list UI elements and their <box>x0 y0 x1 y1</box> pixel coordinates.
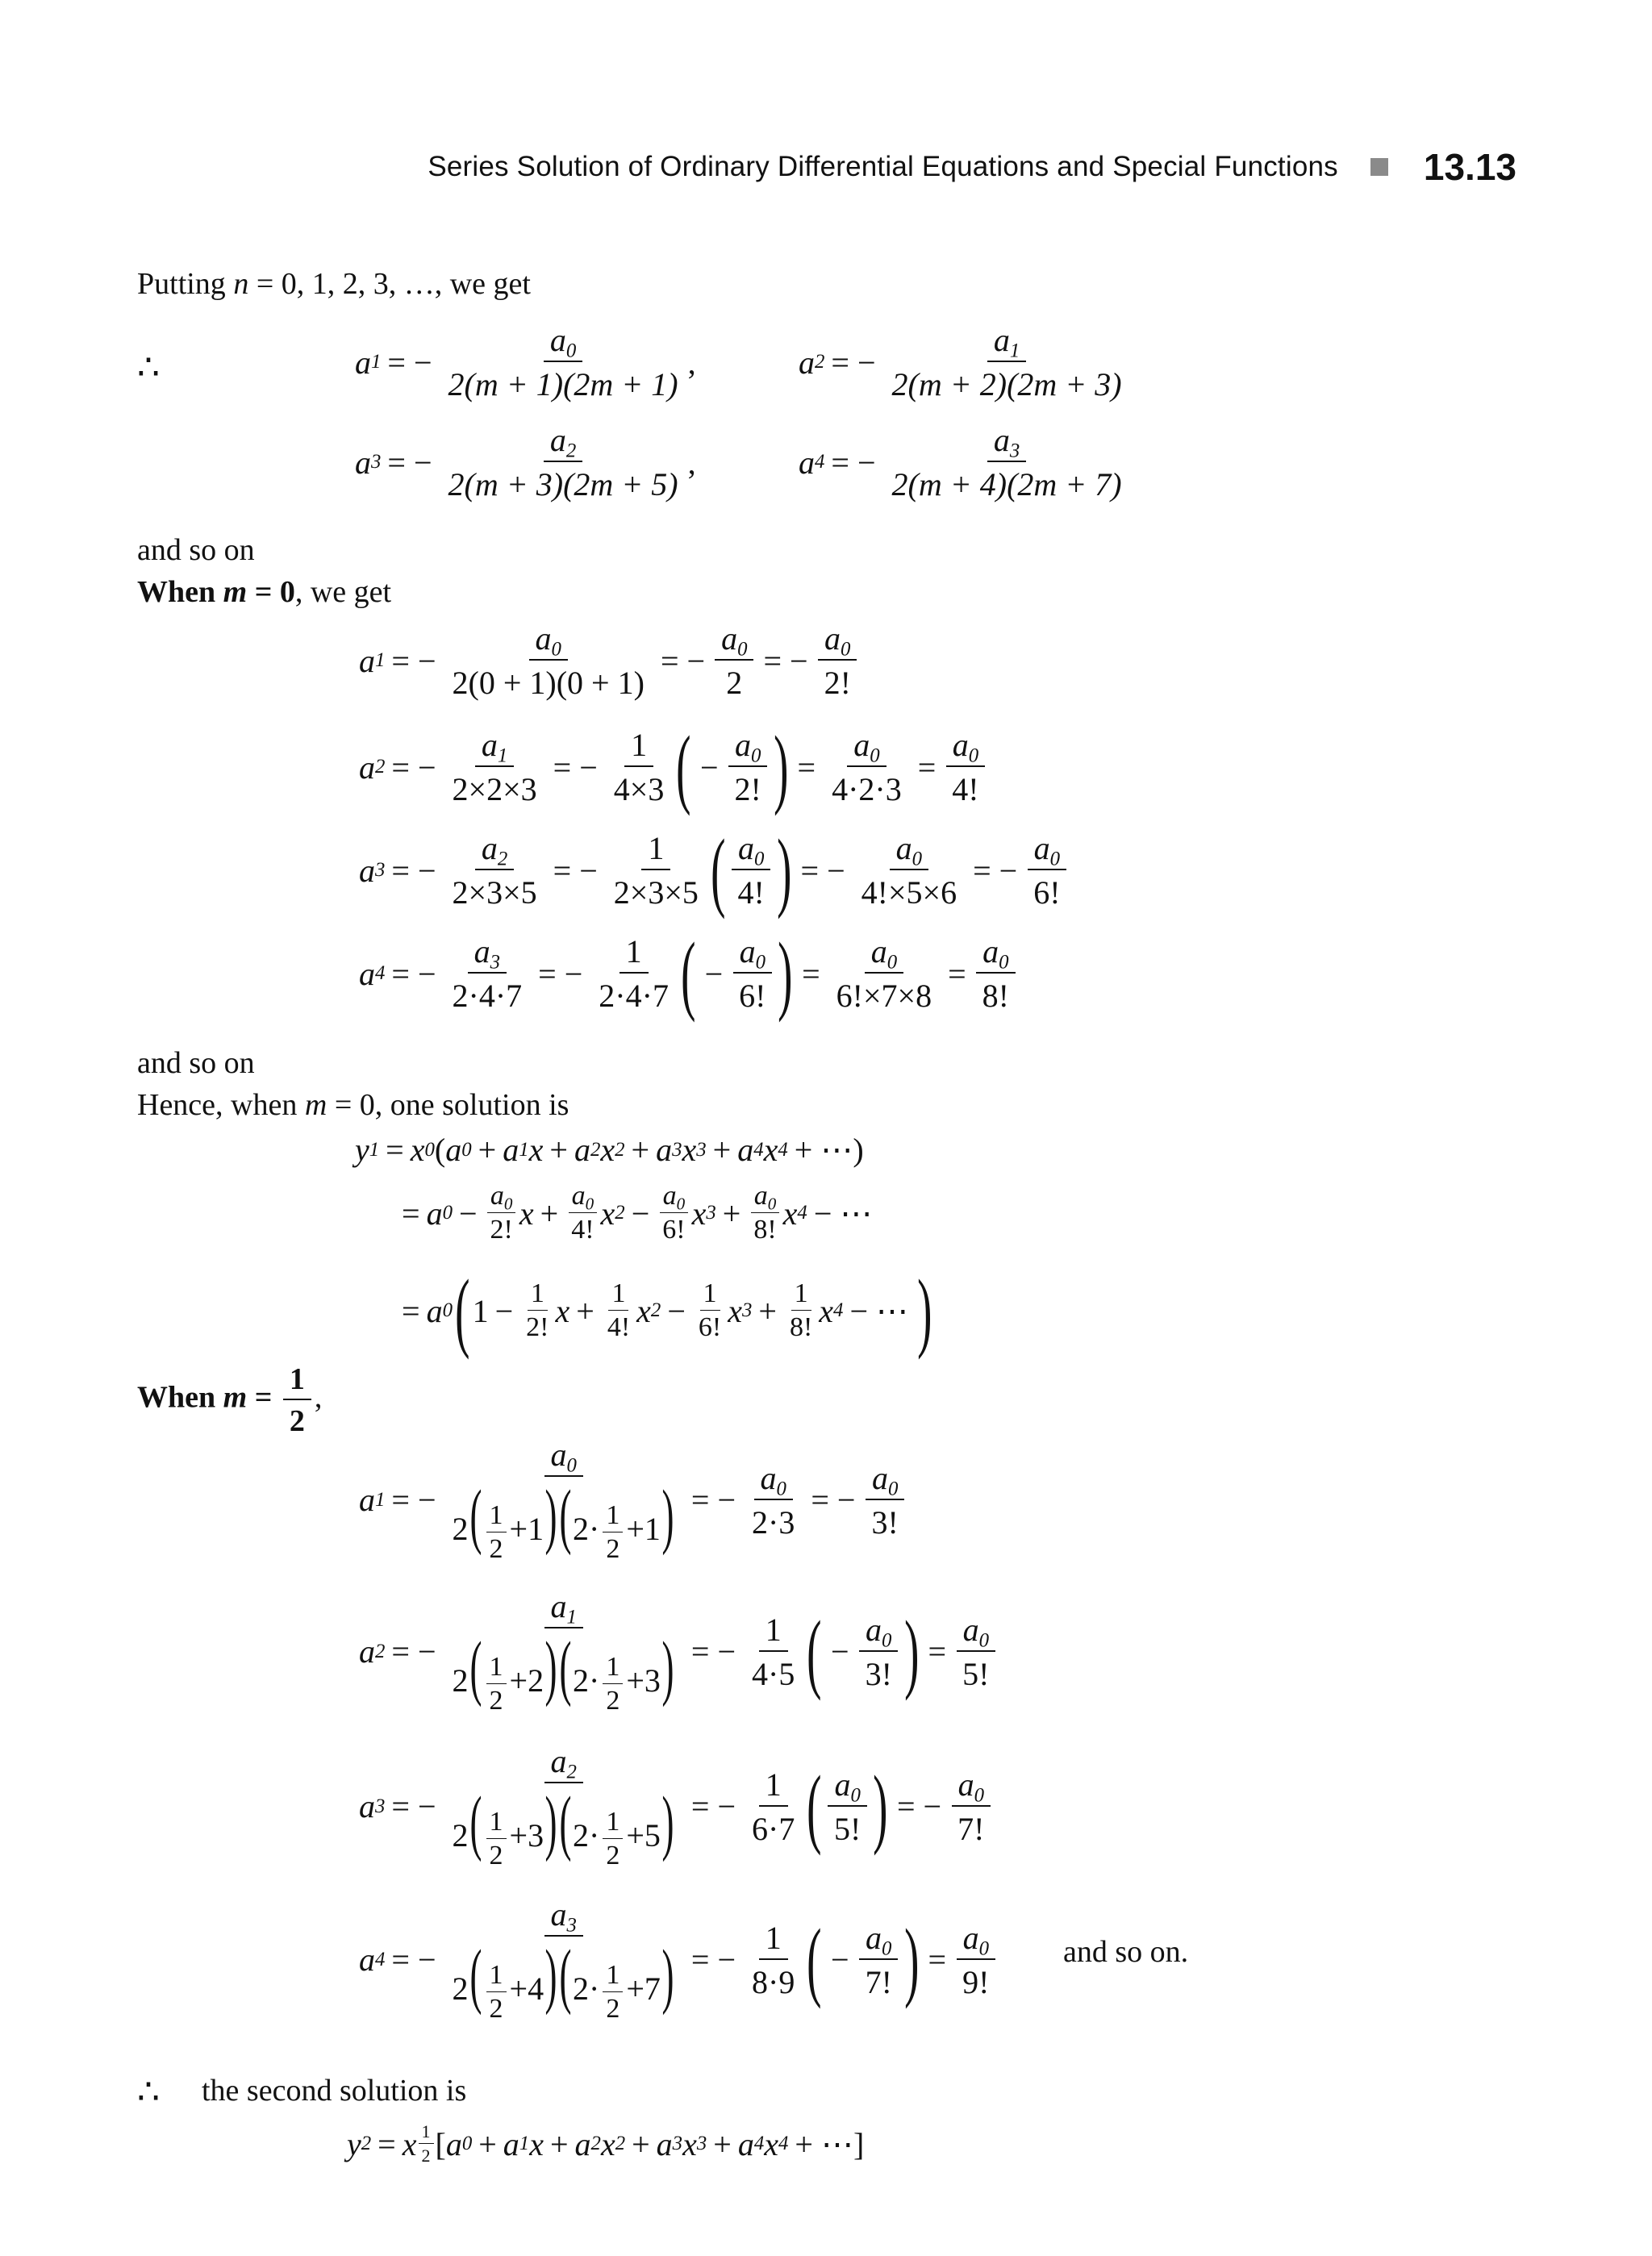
eq-m0-a4: a 4 = − $\frac{a_3}{2\cdot 4\cdot 7}$ = − $\frac{1}{2\cdot 4\cdot 7}$ ( − $\frac{a_0}{6!}$ ) = $\frac{a_0}{6!\times 7\times 8}$ = $\frac{a_0}{8!}$ <box>359 929 1019 1018</box>
when-m-half-heading: When m = $\frac{1}{2}$ , <box>137 1362 323 1438</box>
eq-mhalf-a1: a 1 = − $a_0$ 2( $\frac{1}{2}$ +1)(2· $\frac{1}{2}$ +1) = − $\frac{a_0}{2\cdot 3}$ = − $\frac{a_0}{3!}$ <box>359 1436 908 1565</box>
eq-y1-line2: = a 0 − $\frac{a_0}{2!}$ x + $\frac{a_0}{4!}$ x 2 − $\frac{a_0}{6!}$ x 3 + $\frac{a_0}{8!}$ x 4 − ⋯ <box>402 1181 873 1245</box>
eq-general-a2: a 2 = − $\frac{a_1}{2(m + 2)(2m + 3)}$ <box>799 322 1122 402</box>
running-header <box>0 145 1516 189</box>
eq-y2: y 2 = x $\frac{1}{2}$ [ a 0 + a 1 x + a 2 x 2 + a 3 x 3 + a 4 x 4 + ⋯] <box>347 2121 865 2166</box>
eq-mhalf-a2: a 2 = − $a_1$ 2( $\frac{1}{2}$ +2)(2· $\frac{1}{2}$ +3) = − $\frac{1}{4\cdot 5}$ ( − $\frac{a_0}{3!}$ ) = $\frac{a_0}{5!}$ <box>359 1587 999 1716</box>
page-number: 13.13 <box>1423 146 1516 188</box>
therefore-symbol: ∴ <box>137 348 160 387</box>
therefore-symbol-2: ∴ <box>137 2072 160 2112</box>
eq-y1-line3: = a 0 ( 1 − $\frac{1}{2!}$ x + $\frac{1}{4!}$ x 2 − $\frac{1}{6!}$ x 3 + $\frac{1}{8!}$ x 4 − ⋯ ) <box>402 1261 932 1360</box>
and-so-on-1: and so on <box>137 533 255 567</box>
when-m0-heading: When m = 0, we get <box>137 575 392 609</box>
eq-m0-a1: a 1 = − $\frac{a_0}{2(0 + 1)(0 + 1)}$ = − $\frac{a_0}{2}$ = − $\frac{a_0}{2!}$ <box>359 619 861 702</box>
eq-general-a1: a 1 = − $\frac{a_0}{2(m + 1)(2m + 1)}$ , <box>355 322 696 402</box>
eq-general-a4: a 4 = − $\frac{a_3}{2(m + 4)(2m + 7)}$ <box>799 422 1122 502</box>
eq-mhalf-a3: a 3 = − $a_2$ 2( $\frac{1}{2}$ +3)(2· $\frac{1}{2}$ +5) = − $\frac{1}{6\cdot 7}$ ( $\frac{a_0}{5!}$ ) = − $\frac{a_0}{7!}$ <box>359 1742 994 1871</box>
and-so-on-2: and so on <box>137 1046 255 1080</box>
header-title: Series Solution of Ordinary Differential Equations and Special Functions <box>428 151 1338 182</box>
hence-line: Hence, when m = 0, one solution is <box>137 1088 569 1122</box>
eq-mhalf-a4: a 4 = − $a_3$ 2( $\frac{1}{2}$ +4)(2· $\frac{1}{2}$ +7) = − $\frac{1}{8\cdot 9}$ ( − $\frac{a_0}{7!}$ ) = $\frac{a_0}{9!}$ <box>359 1895 999 2025</box>
and-so-on-end: and so on. <box>1063 1935 1189 1969</box>
header-square-icon <box>1370 158 1388 176</box>
eq-y1-line1: y 1 = x 0 ( a 0 + a 1 x + a 2 x 2 + a 3 x 3 + a 4 x 4 + ⋯) <box>355 1132 864 1168</box>
second-solution-line: the second solution is <box>202 2074 467 2108</box>
putting-line: Putting n = 0, 1, 2, 3, …, we get <box>137 267 531 301</box>
eq-general-a3: a 3 = − $\frac{a_2}{2(m + 3)(2m + 5)}$ , <box>355 422 696 502</box>
eq-m0-a2: a 2 = − $\frac{a_1}{2\times 2\times 3}$ = − $\frac{1}{4\times 3}$ ( − $\frac{a_0}{2!}$ ) = $\frac{a_0}{4\cdot 2\cdot 3}$ = $\frac{a_0}{4!}$ <box>359 723 989 811</box>
eq-m0-a3: a 3 = − $\frac{a_2}{2\times 3\times 5}$ = − $\frac{1}{2\times 3\times 5}$ ( $\frac{a_0}{4!}$ ) = − $\frac{a_0}{4!\times 5\times 6}$ = − $\frac{a_0}{6!}$ <box>359 826 1070 915</box>
